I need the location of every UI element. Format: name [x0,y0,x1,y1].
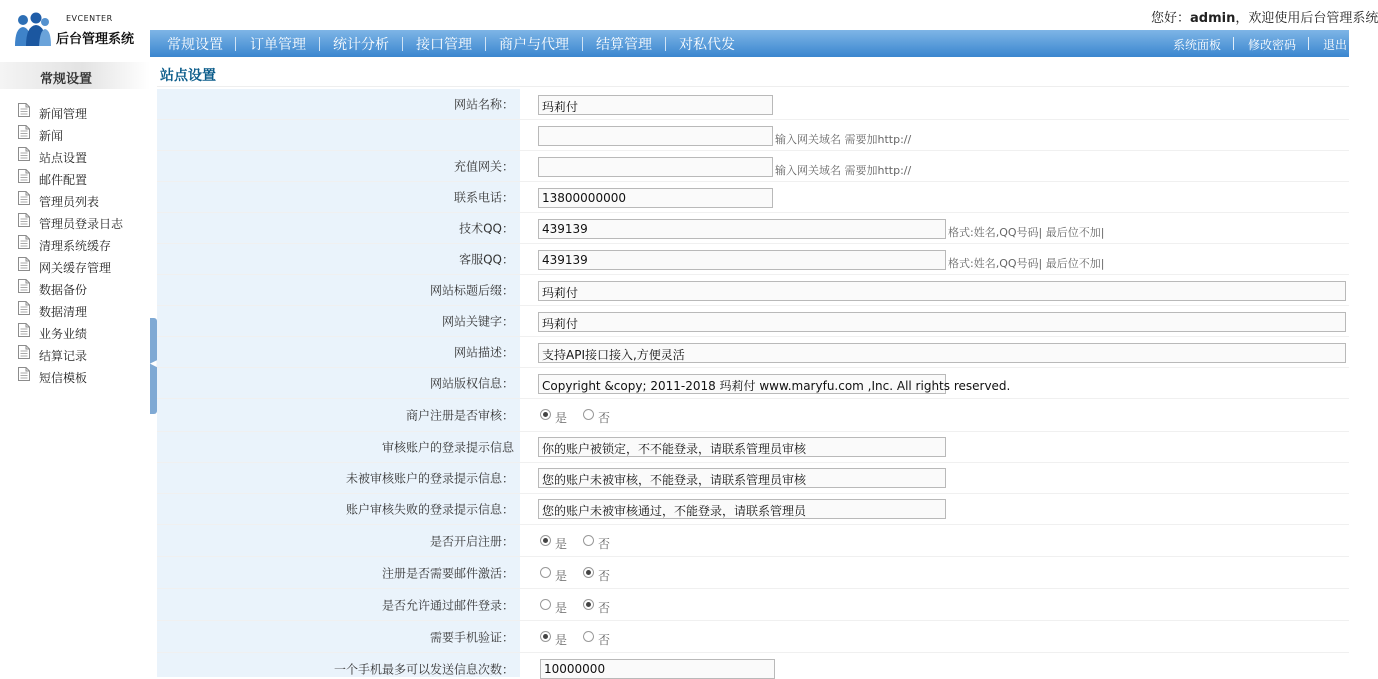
label-cell [157,589,520,620]
form-row-sms-limit [157,653,1349,678]
value-cell [521,494,1349,524]
locked-tip-input[interactable]: 你的账户被锁定，不不能登录，请联系管理员审核 [538,437,946,457]
keywords-label: 网站关键字： [441,314,514,329]
copyright-label: 网站版权信息： [429,376,514,391]
sidebar-title-label: 常规设置 [40,72,93,87]
form-row-recharge-gateway [157,151,1349,182]
nav-separator [402,37,403,51]
sidebar-item-label: 邮件配置 [39,173,88,187]
form-row-service-qq [157,244,1349,275]
sidebar-item-label: 清理系统缓存 [39,239,112,253]
title-suffix-input[interactable]: 玛莉付 [538,281,1346,301]
sidebar-item-admin-list[interactable] [18,190,148,210]
value-cell [521,275,1349,305]
email-login-no-label: 否 [598,601,611,615]
form-row-email-login [157,589,1349,621]
document-icon [18,345,30,359]
form-row-title-suffix [157,275,1349,306]
logo[interactable] [10,12,150,52]
document-icon [18,169,30,183]
unreviewed-tip-label: 未被审核账户的登录提示信息： [345,471,514,486]
description-input[interactable]: 支持API接口接入,方便灵活 [538,343,1346,363]
nav-settlement[interactable]: 结算管理 [596,37,652,53]
email-activation-label: 注册是否需要邮件激活： [381,566,514,580]
nav-statistics[interactable]: 统计分析 [333,37,389,53]
nav-separator [319,37,320,51]
open-register-no-label: 否 [598,537,611,551]
email-login-yes-label: 是 [555,601,568,615]
label-cell [157,213,520,243]
tech-qq-label: 技术QQ： [459,221,514,236]
label-cell [157,337,520,367]
document-icon [18,367,30,381]
label-cell [157,182,520,212]
document-icon [18,191,30,205]
sidebar-item-gateway-cache-management[interactable] [18,256,148,276]
sidebar-item-label: 结算记录 [39,349,88,363]
main-content [157,60,1349,678]
value-cell [521,621,1349,652]
review-failed-tip-label: 账户审核失败的登录提示信息： [345,502,514,517]
recharge-gateway-hint: 输入网关域名 需要加http:// [775,164,912,177]
sidebar-item-data-cleanup[interactable] [18,300,148,320]
document-icon [18,147,30,161]
sidebar-item-label: 业务业绩 [39,327,88,341]
value-cell [521,89,1349,119]
value-cell [521,557,1349,588]
nav-separator [665,37,666,51]
sidebar-item-news[interactable] [18,124,148,144]
service-qq-hint: 格式:姓名,QQ号码| 最后位不加| [948,257,1105,270]
recharge-gateway-label: 充值网关： [453,159,514,174]
nav-separator [235,37,236,51]
value-cell [521,399,1349,431]
document-icon [18,323,30,337]
welcome-user: admin [1190,11,1236,26]
sidebar-item-data-backup[interactable] [18,278,148,298]
form-row-open-register [157,525,1349,557]
mobile-verify-yes-radio[interactable] [540,631,551,642]
open-register-yes-radio[interactable] [540,535,551,546]
label-cell [157,557,520,588]
service-qq-input[interactable]: 439139 [538,250,946,270]
value-cell [521,653,1349,677]
merchant-review-yes-label: 是 [555,411,568,425]
email-login-yes-radio[interactable] [540,599,551,610]
form-row-phone [157,182,1349,213]
label-cell [157,275,520,305]
site-name-input[interactable]: 玛莉付 [538,95,773,115]
sidebar-item-news-management[interactable] [18,102,148,122]
label-cell [157,621,520,652]
value-cell [521,120,1349,150]
nav-separator [1308,37,1309,50]
sidebar-item-clear-system-cache[interactable] [18,234,148,254]
gateway-domain-input[interactable] [538,126,773,146]
form-row-tech-qq [157,213,1349,244]
mobile-verify-label: 需要手机验证： [429,630,514,644]
brand-title: 后台管理系统 [56,32,135,47]
merchant-review-yes-radio[interactable] [540,409,551,420]
review-failed-tip-input[interactable]: 您的账户未被审核通过，不能登录，请联系管理员 [538,499,946,519]
email-activation-yes-label: 是 [555,569,568,583]
mobile-verify-no-label: 否 [598,633,611,647]
welcome-text [1151,7,1378,26]
title-suffix-label: 网站标题后缀： [429,283,514,298]
label-cell [157,89,520,119]
form-row-mobile-verify [157,621,1349,653]
sidebar-title [0,62,150,89]
nav-change-password[interactable]: 修改密码 [1248,38,1297,52]
nav-general-settings[interactable]: 常规设置 [167,37,223,53]
value-cell [521,589,1349,620]
sidebar-item-mail-config[interactable] [18,168,148,188]
merchant-review-no-label: 否 [598,411,611,425]
form-row-locked-tip [157,432,1349,463]
form-row-unreviewed-tip [157,463,1349,494]
label-cell [157,399,520,431]
sidebar-item-business-performance[interactable] [18,322,148,342]
open-register-no-radio[interactable] [583,535,594,546]
value-cell [521,525,1349,556]
phone-label: 联系电话： [453,190,514,205]
value-cell [521,432,1349,462]
service-qq-label: 客服QQ： [459,252,514,267]
sidebar-item-label: 短信模板 [39,371,88,385]
nav-separator [485,37,486,51]
collapse-arrow-icon: ◀ [150,359,157,369]
page-title: 站点设置 [160,68,216,84]
email-activation-no-radio[interactable] [583,567,594,578]
form-row-copyright [157,368,1349,399]
nav-merchants-agents[interactable]: 商户与代理 [499,37,569,53]
email-login-no-radio[interactable] [583,599,594,610]
sidebar-item-sms-templates[interactable] [18,366,148,386]
value-cell [521,182,1349,212]
unreviewed-tip-input[interactable]: 您的账户未被审核，不能登录，请联系管理员审核 [538,468,946,488]
label-cell [157,463,520,493]
label-cell [157,525,520,556]
brand-small: EVCENTER [66,14,113,23]
site-name-label: 网站名称： [453,97,514,112]
label-cell [157,494,520,524]
welcome-suffix: ，欢迎使用后台管理系统 [1235,11,1378,26]
sidebar-item-label: 新闻 [39,129,64,143]
keywords-input[interactable]: 玛莉付 [538,312,1346,332]
form-row-merchant-review [157,399,1349,432]
value-cell [521,463,1349,493]
label-cell [157,368,520,398]
nav-api-management[interactable]: 接口管理 [416,37,472,53]
value-cell [521,337,1349,367]
merchant-review-no-radio[interactable] [583,409,594,420]
users-logo-icon [12,12,52,48]
sidebar-item-settlement-records[interactable] [18,344,148,364]
label-cell [157,653,520,677]
recharge-gateway-input[interactable] [538,157,773,177]
value-cell [521,244,1349,274]
sms-limit-input[interactable]: 10000000 [540,659,775,679]
form-row-gateway-domain [157,120,1349,151]
document-icon [18,213,30,227]
form-row-review-failed-tip [157,494,1349,525]
document-icon [18,235,30,249]
phone-input[interactable]: 13800000000 [538,188,773,208]
sms-limit-label: 一个手机最多可以发送信息次数： [333,662,514,677]
value-cell [521,306,1349,336]
form-row-email-activation [157,557,1349,589]
title-divider [157,86,1349,87]
sidebar-item-label: 网关缓存管理 [39,261,112,275]
value-cell [521,368,1349,398]
locked-tip-label: 审核账户的登录提示信息 [381,440,514,455]
sidebar-item-label: 数据清理 [39,305,88,319]
sidebar-collapse-handle[interactable] [150,318,157,414]
open-register-label: 是否开启注册： [429,534,514,548]
header [0,0,1378,60]
mobile-verify-no-radio[interactable] [583,631,594,642]
sidebar-item-label: 管理员登录日志 [39,217,124,231]
sidebar-item-label: 管理员列表 [39,195,100,209]
merchant-review-label: 商户注册是否审核： [405,408,514,423]
nav-separator [582,37,583,51]
document-icon [18,301,30,315]
document-icon [18,279,30,293]
document-icon [18,125,30,139]
gateway-domain-hint: 输入网关域名 需要加http:// [775,133,912,146]
nav-private-payout[interactable]: 对私代发 [679,37,735,53]
form-row-site-name [157,89,1349,120]
label-cell [157,432,520,462]
label-cell [157,151,520,181]
sidebar-item-label: 站点设置 [39,151,88,165]
value-cell [521,151,1349,181]
nav-system-panel[interactable]: 系统面板 [1173,38,1222,52]
welcome-prefix: 您好： [1151,11,1191,26]
sidebar-item-site-settings[interactable] [18,146,148,166]
description-label: 网站描述： [453,345,514,360]
tech-qq-input[interactable]: 439139 [538,219,946,239]
email-activation-no-label: 否 [598,569,611,583]
top-nav [150,30,1349,57]
label-cell [157,244,520,274]
tech-qq-hint: 格式:姓名,QQ号码| 最后位不加| [948,226,1105,239]
nav-separator [1233,37,1234,50]
value-cell [521,213,1349,243]
open-register-yes-label: 是 [555,537,568,551]
document-icon [18,257,30,271]
email-activation-yes-radio[interactable] [540,567,551,578]
mobile-verify-yes-label: 是 [555,633,568,647]
label-cell [157,120,520,150]
sidebar-item-label: 数据备份 [39,283,88,297]
sidebar-item-label: 新闻管理 [39,107,88,121]
nav-order-management[interactable]: 订单管理 [250,37,306,53]
label-cell [157,306,520,336]
form-row-description [157,337,1349,368]
sidebar [0,60,150,678]
form-row-keywords [157,306,1349,337]
copyright-input[interactable]: Copyright &copy; 2011-2018 玛莉付 www.maryfu.com ,Inc. All rights reserved. [538,374,946,394]
nav-logout[interactable]: 退出 [1323,38,1348,52]
email-login-label: 是否允许通过邮件登录： [381,598,514,612]
sidebar-item-admin-login-log[interactable] [18,212,148,232]
document-icon [18,103,30,117]
